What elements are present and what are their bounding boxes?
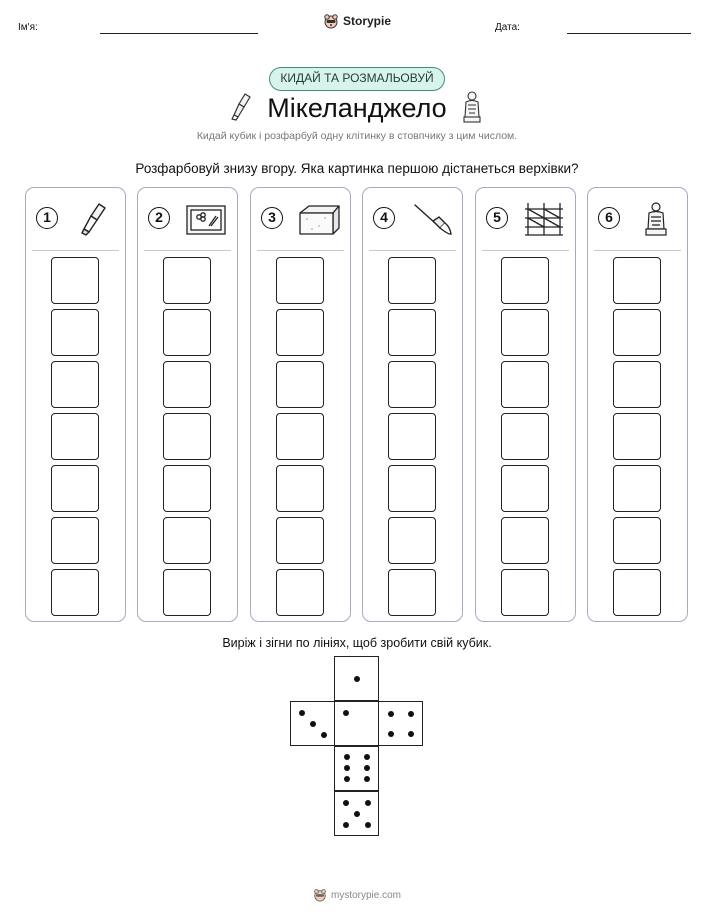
pip bbox=[364, 776, 370, 782]
cell[interactable] bbox=[501, 569, 549, 616]
column-2 bbox=[137, 187, 238, 622]
activity-badge: КИДАЙ ТА РОЗМАЛЬОВУЙ bbox=[269, 67, 445, 91]
cell[interactable] bbox=[501, 361, 549, 408]
cell[interactable] bbox=[276, 309, 324, 356]
cell[interactable] bbox=[613, 309, 661, 356]
column-6 bbox=[587, 187, 688, 622]
cell[interactable] bbox=[276, 257, 324, 304]
column-number: 3 bbox=[261, 207, 283, 229]
cell[interactable] bbox=[501, 309, 549, 356]
pip bbox=[344, 765, 350, 771]
page-title: Мікеланджело bbox=[267, 93, 447, 123]
cell[interactable] bbox=[388, 517, 436, 564]
cell[interactable] bbox=[276, 465, 324, 512]
die-face-1-center bbox=[334, 701, 379, 746]
cell[interactable] bbox=[163, 517, 211, 564]
column-number: 6 bbox=[598, 207, 620, 229]
framed-painting-icon bbox=[184, 201, 228, 237]
footer-url: mystorypie.com bbox=[330, 889, 401, 901]
column-number: 5 bbox=[486, 207, 508, 229]
cell[interactable] bbox=[613, 569, 661, 616]
pip bbox=[354, 811, 360, 817]
column-5 bbox=[475, 187, 576, 622]
cell[interactable] bbox=[388, 413, 436, 460]
column-number: 4 bbox=[373, 207, 395, 229]
statue-icon bbox=[634, 201, 678, 237]
cell[interactable] bbox=[501, 413, 549, 460]
pip bbox=[365, 822, 371, 828]
coloring-instruction: Розфарбовуй знизу вгору. Яка картинка першою дістанеться верхівки? bbox=[135, 161, 579, 176]
pip bbox=[299, 710, 305, 716]
brand-logo bbox=[0, 13, 714, 34]
pip bbox=[364, 765, 370, 771]
cell[interactable] bbox=[388, 465, 436, 512]
pip bbox=[365, 800, 371, 806]
cell[interactable] bbox=[163, 413, 211, 460]
cell[interactable] bbox=[276, 569, 324, 616]
cell[interactable] bbox=[613, 413, 661, 460]
pip bbox=[408, 731, 414, 737]
cell[interactable] bbox=[163, 465, 211, 512]
cell[interactable] bbox=[501, 257, 549, 304]
column-number: 2 bbox=[148, 207, 170, 229]
storypie-mascot-icon bbox=[323, 13, 339, 29]
cell[interactable] bbox=[51, 465, 99, 512]
column-3 bbox=[250, 187, 351, 622]
page-subtitle: Кидай кубик і розфарбуй одну клітинку в стовпчику з цим числом. bbox=[196, 130, 518, 142]
brand-name: Storypie bbox=[342, 14, 391, 28]
cell[interactable] bbox=[51, 569, 99, 616]
pip bbox=[310, 721, 316, 727]
cell[interactable] bbox=[613, 361, 661, 408]
chisel-icon bbox=[72, 201, 116, 237]
pip bbox=[343, 800, 349, 806]
pip bbox=[344, 754, 350, 760]
scaffold-icon bbox=[522, 201, 566, 237]
cell[interactable] bbox=[163, 309, 211, 356]
statue-decoration-icon bbox=[460, 90, 484, 124]
pip bbox=[321, 732, 327, 738]
die-face-6 bbox=[334, 746, 379, 791]
pip bbox=[364, 754, 370, 760]
date-label: Дата: bbox=[495, 22, 520, 33]
die-face-5 bbox=[334, 791, 379, 836]
cell[interactable] bbox=[51, 413, 99, 460]
die-face-4 bbox=[378, 701, 423, 746]
column-4 bbox=[362, 187, 463, 622]
name-label: Ім'я: bbox=[18, 22, 38, 33]
cell[interactable] bbox=[613, 465, 661, 512]
cell[interactable] bbox=[388, 309, 436, 356]
cell[interactable] bbox=[51, 257, 99, 304]
pip bbox=[343, 822, 349, 828]
pip bbox=[388, 731, 394, 737]
pip bbox=[388, 711, 394, 717]
cell[interactable] bbox=[388, 361, 436, 408]
marble-block-icon bbox=[297, 201, 341, 237]
cell[interactable] bbox=[276, 517, 324, 564]
cell[interactable] bbox=[51, 309, 99, 356]
cell[interactable] bbox=[51, 361, 99, 408]
cut-instruction: Виріж і зігни по лініях, щоб зробити свій кубик. bbox=[222, 636, 492, 650]
column-number: 1 bbox=[36, 207, 58, 229]
pip bbox=[343, 710, 349, 716]
cell[interactable] bbox=[613, 517, 661, 564]
cell[interactable] bbox=[613, 257, 661, 304]
pip bbox=[344, 776, 350, 782]
storypie-mascot-icon bbox=[313, 888, 327, 902]
cell[interactable] bbox=[276, 413, 324, 460]
cell[interactable] bbox=[163, 569, 211, 616]
cell[interactable] bbox=[388, 569, 436, 616]
cell[interactable] bbox=[388, 257, 436, 304]
column-1 bbox=[25, 187, 126, 622]
cell[interactable] bbox=[501, 517, 549, 564]
cell[interactable] bbox=[51, 517, 99, 564]
pip bbox=[408, 711, 414, 717]
die-face-1 bbox=[334, 656, 379, 701]
cell[interactable] bbox=[163, 257, 211, 304]
cell[interactable] bbox=[501, 465, 549, 512]
die-face-3 bbox=[290, 701, 335, 746]
footer bbox=[0, 888, 714, 907]
paintbrush-icon bbox=[409, 201, 453, 237]
cell[interactable] bbox=[163, 361, 211, 408]
cell[interactable] bbox=[276, 361, 324, 408]
pip bbox=[354, 676, 360, 682]
